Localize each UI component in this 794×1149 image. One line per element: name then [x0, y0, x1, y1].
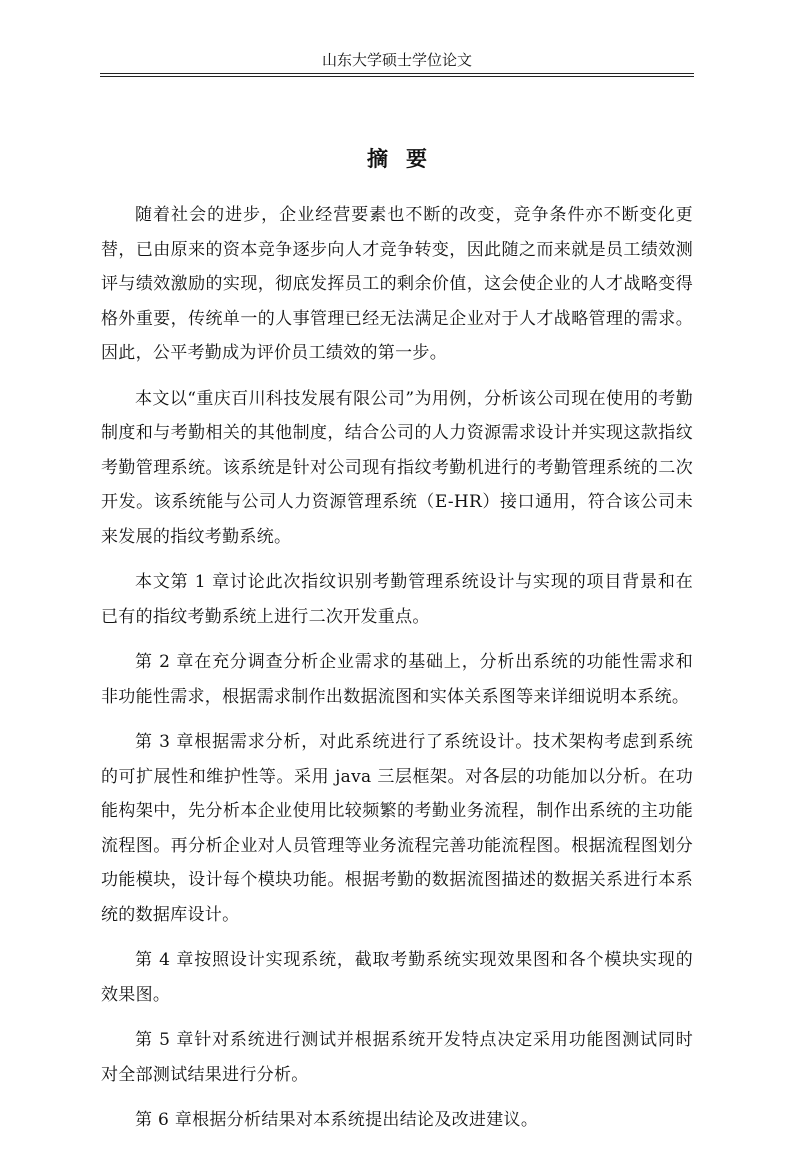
abstract-paragraph: 第 4 章按照设计实现系统，截取考勤系统实现效果图和各个模块实现的效果图。 — [101, 950, 693, 1005]
abstract-paragraph: 第 2 章在充分调查分析企业需求的基础上，分析出系统的功能性需求和非功能性需求，根据需求制作出数据流图和实体关系图等来详细说明本系统。 — [101, 652, 693, 707]
abstract-paragraph: 第 6 章根据分析结果对本系统提出结论及改进建议。 — [135, 1110, 539, 1130]
abstract-paragraph: 本文以“重庆百川科技发展有限公司”为用例，分析该公司现在使用的考勤制度和与考勤相关的其他制度，结合公司的人力资源需求设计并实现这款指纹考勤管理系统。该系统是针对公司现有指纹考勤机进行的考勤管理系统的二次开发。该系统能与公司人力资源管理系统（E-HR）接口通用，符合该公司未来发展的指纹考勤系统。 — [101, 388, 693, 547]
abstract-paragraph: 第 5 章针对系统进行测试并根据系统开发特点决定采用功能图测试同时对全部测试结果进行分析。 — [101, 1030, 693, 1085]
abstract-body — [101, 198, 693, 1149]
abstract-paragraph: 第 3 章根据需求分析，对此系统进行了系统设计。技术架构考虑到系统的可扩展性和维护性等。采用 java 三层框架。对各层的功能加以分析。在功能构架中，先分析本企业使用比较频繁的考勤业务流程，制作出系统的主功能流程图。再分析企业对人员管理等业务流程完善功能流程图。根据流程图划分功能模块，设计每个模块功能。根据考勤的数据流图描述的数据关系进行本系统的数据库设计。 — [101, 732, 693, 925]
header-rule-top — [100, 73, 694, 74]
running-header: 山东大学硕士学位论文 — [321, 51, 472, 69]
abstract-paragraph: 随着社会的进步，企业经营要素也不断的改变，竞争条件亦不断变化更替，已由原来的资本竞争逐步向人才竞争转变，因此随之而来就是员工绩效测评与绩效激励的实现，彻底发挥员工的剩余价值，这会使企业的人才战略变得格外重要，传统单一的人事管理已经无法满足企业对于人才战略管理的需求。因此，公平考勤成为评价员工绩效的第一步。 — [101, 205, 693, 363]
abstract-title: 摘要 — [367, 146, 445, 171]
abstract-paragraph: 本文第 1 章讨论此次指纹识别考勤管理系统设计与实现的项目背景和在已有的指纹考勤系统上进行二次开发重点。 — [101, 572, 693, 627]
header-rule-bottom — [100, 76, 694, 77]
